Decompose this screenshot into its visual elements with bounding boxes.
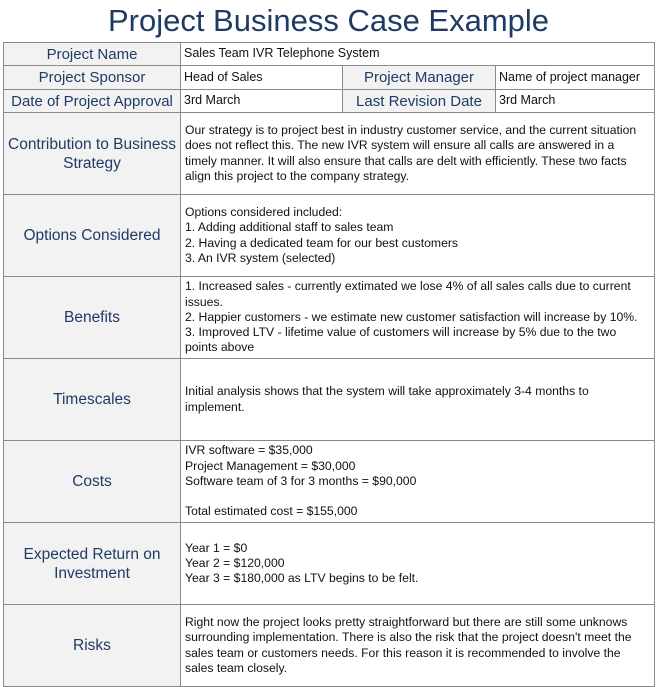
risks-line: sales team closely.: [185, 660, 288, 675]
options-line: Options considered included:: [185, 204, 343, 219]
benefits-line: issues.: [185, 294, 223, 309]
options-text: [181, 195, 655, 277]
risks-line: sales team or customers needs. For this reason it is recommended to involve the: [185, 645, 621, 660]
roi-text: [181, 523, 655, 605]
timescales-line: implement.: [185, 399, 245, 414]
strategy-line: timely manner. It will also ensure that calls are delt with efficiently. These two facts: [185, 153, 627, 168]
risks-row: [4, 605, 655, 687]
costs-line: Software team of 3 for 3 months = $90,000: [185, 473, 417, 488]
roi-line: Year 3 = $180,000 as LTV begins to be felt.: [185, 571, 419, 586]
project-manager-label: Project Manager: [343, 66, 496, 90]
approval-date-label: Date of Project Approval: [4, 90, 181, 113]
roi-line: Year 1 = $0: [185, 540, 248, 555]
roi-line: Year 2 = $120,000: [185, 555, 285, 570]
benefits-text: [181, 277, 655, 359]
costs-spacer: [185, 489, 648, 504]
timescales-text: [181, 359, 655, 441]
sponsor-row: [4, 66, 655, 90]
document-title: Project Business Case Example: [107, 3, 550, 38]
options-line: 2. Having a dedicated team for our best customers: [185, 235, 459, 250]
strategy-text: [181, 113, 655, 195]
project-manager-value: Name of project manager: [496, 66, 655, 90]
strategy-line: does not reflect this. The new IVR system will ensure all calls are answered in a: [185, 138, 615, 153]
costs-line: Project Management = $30,000: [185, 458, 356, 473]
options-row: [4, 195, 655, 277]
options-line: 3. An IVR system (selected): [185, 250, 336, 265]
strategy-line: Our strategy is to project best in industry customer service, and the current situation: [185, 122, 637, 137]
risks-line: surrounding implementation. There is also the risk that the project doesn't meet the: [185, 630, 632, 645]
project-name-label: Project Name: [4, 43, 181, 66]
timescales-row: [4, 359, 655, 441]
strategy-line: align this project to the company strategy.: [185, 168, 410, 183]
roi-row: [4, 523, 655, 605]
approval-date-value: 3rd March: [181, 90, 343, 113]
timescales-label: Timescales: [4, 359, 181, 441]
strategy-label: Contribution to Business Strategy: [4, 113, 181, 195]
strategy-row: [4, 113, 655, 195]
options-line: 1. Adding additional staff to sales team: [185, 220, 394, 235]
project-sponsor-value: Head of Sales: [181, 66, 343, 90]
project-sponsor-label: Project Sponsor: [4, 66, 181, 90]
benefits-row: [4, 277, 655, 359]
project-name-value: Sales Team IVR Telephone System: [181, 43, 655, 66]
benefits-line: 1. Increased sales - currently extimated we lose 4% of all sales calls due to current: [185, 279, 631, 294]
benefits-line: points above: [185, 340, 255, 355]
benefits-label: Benefits: [4, 277, 181, 359]
costs-row: [4, 441, 655, 523]
options-label: Options Considered: [4, 195, 181, 277]
costs-line: IVR software = $35,000: [185, 443, 313, 458]
business-case-table: [3, 42, 655, 687]
benefits-line: 3. Improved LTV - lifetime value of customers will increase by 5% due to the two: [185, 325, 617, 340]
project-name-row: [4, 43, 655, 66]
benefits-line: 2. Happier customers - we estimate new customer satisfaction will increase by 10%.: [185, 309, 638, 324]
risks-label: Risks: [4, 605, 181, 687]
costs-text: [181, 441, 655, 523]
timescales-line: Initial analysis shows that the system will take approximately 3-4 months to: [185, 384, 589, 399]
revision-date-label: Last Revision Date: [343, 90, 496, 113]
approval-row: [4, 90, 655, 113]
costs-total-line: Total estimated cost = $155,000: [185, 504, 358, 519]
risks-line: Right now the project looks pretty straightforward but there are still some unknows: [185, 614, 628, 629]
revision-date-value: 3rd March: [496, 90, 655, 113]
risks-text: [181, 605, 655, 687]
roi-label: Expected Return on Investment: [4, 523, 181, 605]
costs-label: Costs: [4, 441, 181, 523]
